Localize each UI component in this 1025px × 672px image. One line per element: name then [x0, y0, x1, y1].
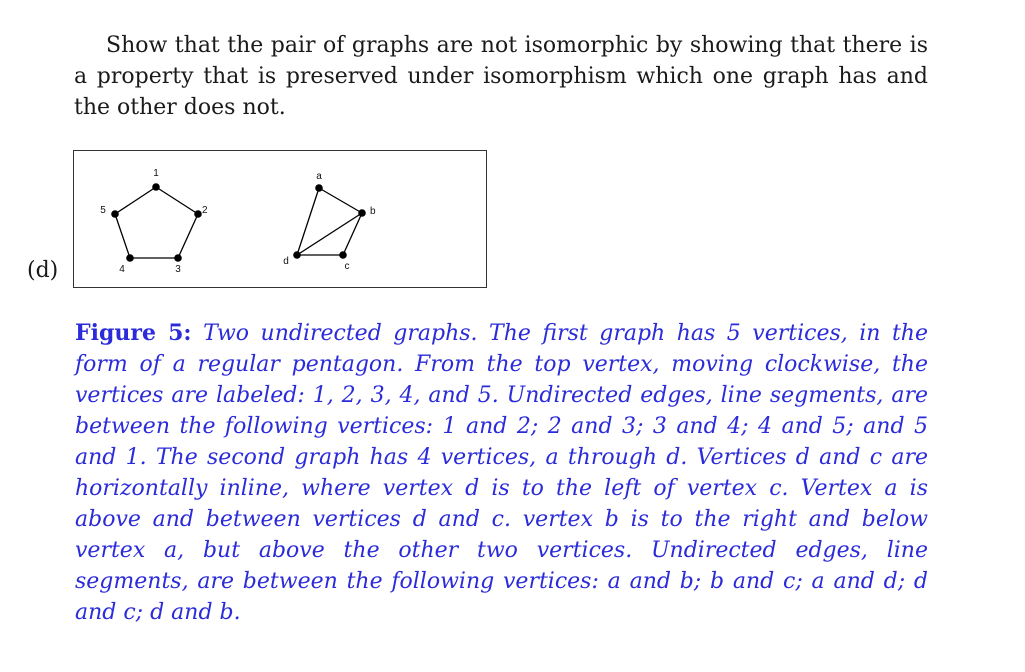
vertex-label-d: d: [283, 256, 289, 267]
vertex-label-c: c: [344, 261, 350, 272]
edge-4-5: [115, 214, 130, 258]
edge-1-2: [156, 187, 198, 214]
edge-5-1: [115, 187, 156, 214]
vertex-b: [358, 209, 366, 217]
vertex-label-1: 1: [153, 168, 159, 179]
figure-caption: [75, 318, 928, 628]
edge-a-d: [297, 188, 319, 255]
vertex-label-2: 2: [202, 205, 208, 216]
vertex-3: [174, 254, 182, 262]
caption-text: Two undirected graphs. The first graph has 5 vertices, in the form of a regular pentagon. From the top vertex, moving clockwise, the vertices are labeled: 1, 2, 3, 4, and 5. Undirected edges, line segments, are between the following vertices: 1 and 2; 2 and 3; 3 and 4; 4 and 5; and 5 and 1. The second graph has 4 vertices, a through d. Vertices d and c are horizontally inline, where vertex d is to the left of vertex c. Vertex a is above and between vertices d and c. vertex b is to the right and below vertex a, but above the other two vertices. Undirected edges, line segments, are between the following vertices: a and b; b and c; a and d; d and c; d and b.: [75, 321, 928, 625]
vertex-4: [126, 254, 134, 262]
vertex-label-a: a: [316, 171, 322, 182]
four-vertex-graph: [283, 171, 376, 272]
vertex-c: [339, 251, 347, 259]
vertex-5: [111, 210, 119, 218]
figure-box: [73, 150, 487, 288]
vertex-2: [194, 210, 202, 218]
vertex-a: [315, 184, 323, 192]
vertex-label-5: 5: [100, 205, 106, 216]
pentagon-graph: [100, 168, 208, 275]
vertex-d: [293, 251, 301, 259]
edge-2-3: [178, 214, 198, 258]
vertex-label-4: 4: [119, 264, 125, 275]
problem-statement: Show that the pair of graphs are not isomorphic by showing that there is a property that is preserved under isomorphism which one graph has and the other does not.: [74, 33, 928, 120]
vertex-label-b: b: [370, 206, 376, 217]
caption-label: Figure 5:: [75, 320, 192, 346]
vertex-label-3: 3: [175, 264, 181, 275]
edge-a-b: [319, 188, 362, 213]
item-label: (d): [27, 258, 59, 283]
vertex-1: [152, 183, 160, 191]
graph-figure: [74, 151, 486, 287]
